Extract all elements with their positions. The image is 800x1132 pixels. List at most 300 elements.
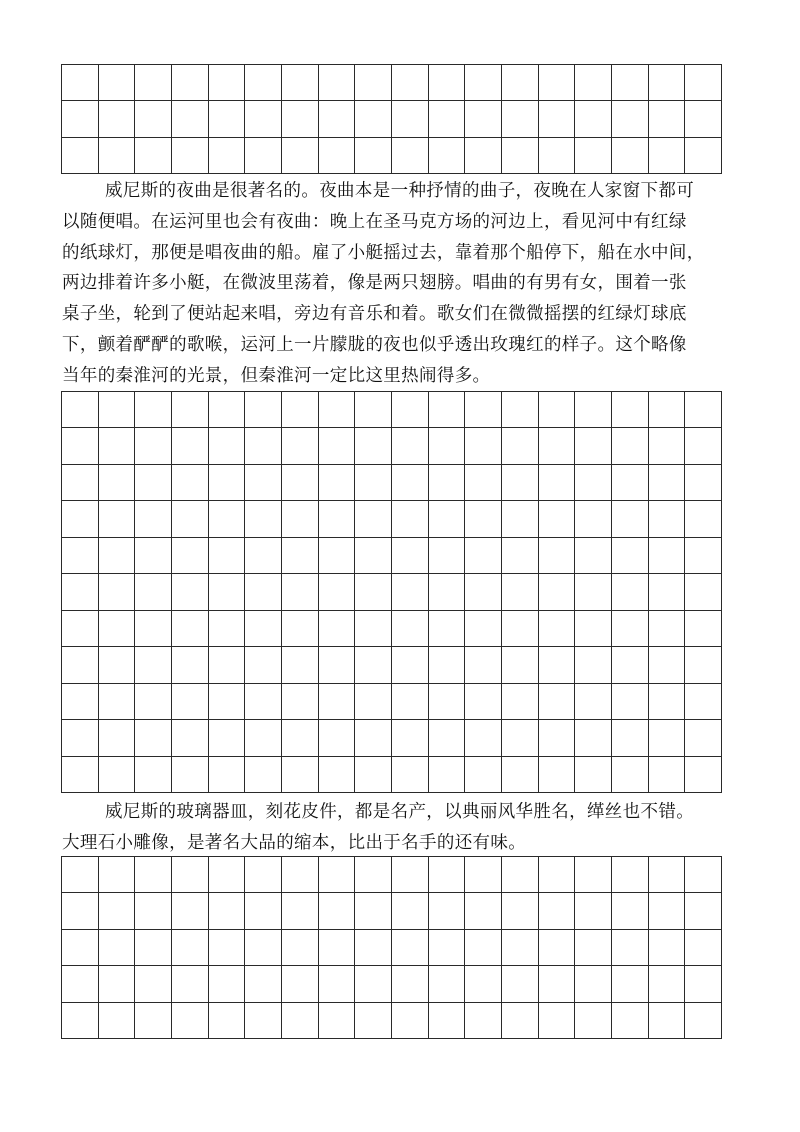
grid-cell[interactable] xyxy=(502,392,539,428)
grid-cell[interactable] xyxy=(319,857,356,893)
grid-cell[interactable] xyxy=(62,138,99,174)
grid-cell[interactable] xyxy=(465,684,502,720)
grid-cell[interactable] xyxy=(429,501,466,537)
grid-cell[interactable] xyxy=(575,684,612,720)
grid-cell[interactable] xyxy=(575,138,612,174)
grid-cell[interactable] xyxy=(649,392,686,428)
grid-cell[interactable] xyxy=(392,857,429,893)
grid-cell[interactable] xyxy=(502,428,539,464)
grid-cell[interactable] xyxy=(282,574,319,610)
grid-cell[interactable] xyxy=(209,101,246,137)
grid-cell[interactable] xyxy=(539,757,576,793)
grid-cell[interactable] xyxy=(612,501,649,537)
grid-cell[interactable] xyxy=(282,893,319,929)
grid-cell[interactable] xyxy=(502,930,539,966)
grid-cell[interactable] xyxy=(575,65,612,101)
grid-cell[interactable] xyxy=(99,574,136,610)
grid-cell[interactable] xyxy=(429,893,466,929)
grid-cell[interactable] xyxy=(612,101,649,137)
grid-cell[interactable] xyxy=(355,1003,392,1039)
grid-cell[interactable] xyxy=(355,857,392,893)
grid-cell[interactable] xyxy=(319,1003,356,1039)
grid-cell[interactable] xyxy=(355,893,392,929)
grid-cell[interactable] xyxy=(685,1003,722,1039)
grid-cell[interactable] xyxy=(172,465,209,501)
grid-cell[interactable] xyxy=(172,684,209,720)
grid-cell[interactable] xyxy=(649,428,686,464)
grid-cell[interactable] xyxy=(135,101,172,137)
grid-cell[interactable] xyxy=(649,893,686,929)
grid-cell[interactable] xyxy=(539,138,576,174)
grid-cell[interactable] xyxy=(429,647,466,683)
grid-cell[interactable] xyxy=(429,392,466,428)
grid-cell[interactable] xyxy=(612,574,649,610)
grid-cell[interactable] xyxy=(282,930,319,966)
grid-cell[interactable] xyxy=(62,757,99,793)
grid-cell[interactable] xyxy=(465,647,502,683)
grid-cell[interactable] xyxy=(465,930,502,966)
grid-cell[interactable] xyxy=(62,428,99,464)
grid-cell[interactable] xyxy=(612,138,649,174)
grid-cell[interactable] xyxy=(245,101,282,137)
grid-cell[interactable] xyxy=(539,720,576,756)
grid-cell[interactable] xyxy=(99,930,136,966)
grid-cell[interactable] xyxy=(245,857,282,893)
grid-cell[interactable] xyxy=(465,757,502,793)
grid-cell[interactable] xyxy=(685,538,722,574)
grid-cell[interactable] xyxy=(649,65,686,101)
grid-cell[interactable] xyxy=(99,966,136,1002)
grid-cell[interactable] xyxy=(62,65,99,101)
grid-cell[interactable] xyxy=(539,611,576,647)
grid-cell[interactable] xyxy=(685,930,722,966)
grid-cell[interactable] xyxy=(99,757,136,793)
grid-cell[interactable] xyxy=(209,893,246,929)
grid-cell[interactable] xyxy=(62,857,99,893)
grid-cell[interactable] xyxy=(649,101,686,137)
grid-cell[interactable] xyxy=(392,930,429,966)
grid-cell[interactable] xyxy=(539,857,576,893)
grid-cell[interactable] xyxy=(62,101,99,137)
grid-cell[interactable] xyxy=(209,757,246,793)
grid-cell[interactable] xyxy=(612,428,649,464)
grid-cell[interactable] xyxy=(612,392,649,428)
grid-cell[interactable] xyxy=(539,101,576,137)
grid-cell[interactable] xyxy=(429,538,466,574)
grid-cell[interactable] xyxy=(539,966,576,1002)
grid-cell[interactable] xyxy=(245,966,282,1002)
grid-cell[interactable] xyxy=(649,501,686,537)
grid-cell[interactable] xyxy=(282,65,319,101)
grid-cell[interactable] xyxy=(649,538,686,574)
grid-cell[interactable] xyxy=(355,465,392,501)
grid-cell[interactable] xyxy=(685,138,722,174)
grid-cell[interactable] xyxy=(575,428,612,464)
grid-cell[interactable] xyxy=(355,757,392,793)
grid-cell[interactable] xyxy=(245,65,282,101)
grid-cell[interactable] xyxy=(62,966,99,1002)
grid-cell[interactable] xyxy=(99,720,136,756)
grid-cell[interactable] xyxy=(685,966,722,1002)
grid-cell[interactable] xyxy=(649,574,686,610)
grid-cell[interactable] xyxy=(465,65,502,101)
grid-cell[interactable] xyxy=(282,1003,319,1039)
grid-cell[interactable] xyxy=(135,501,172,537)
grid-cell[interactable] xyxy=(209,966,246,1002)
grid-cell[interactable] xyxy=(62,930,99,966)
grid-cell[interactable] xyxy=(575,720,612,756)
grid-cell[interactable] xyxy=(319,611,356,647)
grid-cell[interactable] xyxy=(319,966,356,1002)
grid-cell[interactable] xyxy=(62,501,99,537)
grid-cell[interactable] xyxy=(319,138,356,174)
grid-cell[interactable] xyxy=(612,857,649,893)
grid-cell[interactable] xyxy=(392,611,429,647)
grid-cell[interactable] xyxy=(465,857,502,893)
grid-cell[interactable] xyxy=(612,893,649,929)
grid-cell[interactable] xyxy=(245,538,282,574)
grid-cell[interactable] xyxy=(465,501,502,537)
grid-cell[interactable] xyxy=(319,428,356,464)
grid-cell[interactable] xyxy=(99,538,136,574)
grid-cell[interactable] xyxy=(429,757,466,793)
grid-cell[interactable] xyxy=(502,501,539,537)
grid-cell[interactable] xyxy=(245,930,282,966)
grid-cell[interactable] xyxy=(502,574,539,610)
grid-cell[interactable] xyxy=(209,501,246,537)
grid-cell[interactable] xyxy=(245,647,282,683)
grid-cell[interactable] xyxy=(172,647,209,683)
grid-cell[interactable] xyxy=(685,574,722,610)
grid-cell[interactable] xyxy=(685,720,722,756)
grid-cell[interactable] xyxy=(62,465,99,501)
grid-cell[interactable] xyxy=(392,65,429,101)
grid-cell[interactable] xyxy=(172,893,209,929)
grid-cell[interactable] xyxy=(539,538,576,574)
grid-cell[interactable] xyxy=(172,611,209,647)
grid-cell[interactable] xyxy=(649,966,686,1002)
grid-cell[interactable] xyxy=(392,501,429,537)
grid-cell[interactable] xyxy=(135,65,172,101)
grid-cell[interactable] xyxy=(539,684,576,720)
grid-cell[interactable] xyxy=(502,893,539,929)
grid-cell[interactable] xyxy=(172,966,209,1002)
grid-cell[interactable] xyxy=(612,930,649,966)
grid-cell[interactable] xyxy=(575,392,612,428)
grid-cell[interactable] xyxy=(649,138,686,174)
grid-cell[interactable] xyxy=(99,501,136,537)
grid-cell[interactable] xyxy=(282,138,319,174)
grid-cell[interactable] xyxy=(282,611,319,647)
grid-cell[interactable] xyxy=(209,65,246,101)
grid-cell[interactable] xyxy=(612,757,649,793)
grid-cell[interactable] xyxy=(282,392,319,428)
grid-cell[interactable] xyxy=(172,757,209,793)
grid-cell[interactable] xyxy=(685,392,722,428)
grid-cell[interactable] xyxy=(355,720,392,756)
grid-cell[interactable] xyxy=(319,465,356,501)
grid-cell[interactable] xyxy=(209,465,246,501)
grid-cell[interactable] xyxy=(172,392,209,428)
grid-cell[interactable] xyxy=(392,1003,429,1039)
grid-cell[interactable] xyxy=(135,757,172,793)
grid-cell[interactable] xyxy=(392,392,429,428)
grid-cell[interactable] xyxy=(245,893,282,929)
grid-cell[interactable] xyxy=(685,501,722,537)
grid-cell[interactable] xyxy=(612,65,649,101)
grid-cell[interactable] xyxy=(685,428,722,464)
grid-cell[interactable] xyxy=(209,138,246,174)
grid-cell[interactable] xyxy=(612,538,649,574)
grid-cell[interactable] xyxy=(245,757,282,793)
grid-cell[interactable] xyxy=(392,757,429,793)
grid-cell[interactable] xyxy=(135,893,172,929)
grid-cell[interactable] xyxy=(649,720,686,756)
grid-cell[interactable] xyxy=(135,538,172,574)
grid-cell[interactable] xyxy=(575,930,612,966)
grid-cell[interactable] xyxy=(319,101,356,137)
grid-cell[interactable] xyxy=(465,893,502,929)
grid-cell[interactable] xyxy=(429,857,466,893)
grid-cell[interactable] xyxy=(135,930,172,966)
grid-cell[interactable] xyxy=(172,930,209,966)
grid-cell[interactable] xyxy=(685,757,722,793)
grid-cell[interactable] xyxy=(355,138,392,174)
grid-cell[interactable] xyxy=(539,893,576,929)
grid-cell[interactable] xyxy=(392,966,429,1002)
grid-cell[interactable] xyxy=(319,392,356,428)
grid-cell[interactable] xyxy=(429,574,466,610)
grid-cell[interactable] xyxy=(465,392,502,428)
grid-cell[interactable] xyxy=(282,966,319,1002)
grid-cell[interactable] xyxy=(685,611,722,647)
grid-cell[interactable] xyxy=(99,428,136,464)
grid-cell[interactable] xyxy=(62,574,99,610)
grid-cell[interactable] xyxy=(465,574,502,610)
grid-cell[interactable] xyxy=(245,574,282,610)
grid-cell[interactable] xyxy=(465,1003,502,1039)
grid-cell[interactable] xyxy=(392,647,429,683)
grid-cell[interactable] xyxy=(539,930,576,966)
grid-cell[interactable] xyxy=(575,465,612,501)
grid-cell[interactable] xyxy=(99,392,136,428)
grid-cell[interactable] xyxy=(539,428,576,464)
grid-cell[interactable] xyxy=(392,720,429,756)
grid-cell[interactable] xyxy=(392,138,429,174)
grid-cell[interactable] xyxy=(502,720,539,756)
grid-cell[interactable] xyxy=(99,857,136,893)
grid-cell[interactable] xyxy=(282,501,319,537)
grid-cell[interactable] xyxy=(319,893,356,929)
grid-cell[interactable] xyxy=(685,857,722,893)
grid-cell[interactable] xyxy=(135,611,172,647)
grid-cell[interactable] xyxy=(99,647,136,683)
grid-cell[interactable] xyxy=(429,138,466,174)
grid-cell[interactable] xyxy=(245,501,282,537)
grid-cell[interactable] xyxy=(245,465,282,501)
grid-cell[interactable] xyxy=(209,647,246,683)
grid-cell[interactable] xyxy=(685,465,722,501)
grid-cell[interactable] xyxy=(392,893,429,929)
grid-cell[interactable] xyxy=(62,647,99,683)
grid-cell[interactable] xyxy=(429,684,466,720)
grid-cell[interactable] xyxy=(539,574,576,610)
grid-cell[interactable] xyxy=(282,428,319,464)
grid-cell[interactable] xyxy=(319,930,356,966)
grid-cell[interactable] xyxy=(355,65,392,101)
grid-cell[interactable] xyxy=(62,893,99,929)
grid-cell[interactable] xyxy=(319,501,356,537)
grid-cell[interactable] xyxy=(282,757,319,793)
grid-cell[interactable] xyxy=(539,647,576,683)
grid-cell[interactable] xyxy=(355,574,392,610)
grid-cell[interactable] xyxy=(465,538,502,574)
grid-cell[interactable] xyxy=(62,538,99,574)
grid-cell[interactable] xyxy=(575,857,612,893)
grid-cell[interactable] xyxy=(172,138,209,174)
grid-cell[interactable] xyxy=(502,857,539,893)
grid-cell[interactable] xyxy=(99,465,136,501)
grid-cell[interactable] xyxy=(649,647,686,683)
grid-cell[interactable] xyxy=(209,611,246,647)
grid-cell[interactable] xyxy=(612,966,649,1002)
grid-cell[interactable] xyxy=(392,538,429,574)
grid-cell[interactable] xyxy=(429,930,466,966)
grid-cell[interactable] xyxy=(429,1003,466,1039)
grid-cell[interactable] xyxy=(282,647,319,683)
grid-cell[interactable] xyxy=(465,428,502,464)
grid-cell[interactable] xyxy=(502,65,539,101)
grid-cell[interactable] xyxy=(172,538,209,574)
grid-cell[interactable] xyxy=(355,684,392,720)
grid-cell[interactable] xyxy=(502,611,539,647)
grid-cell[interactable] xyxy=(612,720,649,756)
grid-cell[interactable] xyxy=(209,1003,246,1039)
grid-cell[interactable] xyxy=(502,1003,539,1039)
grid-cell[interactable] xyxy=(135,465,172,501)
grid-cell[interactable] xyxy=(209,428,246,464)
grid-cell[interactable] xyxy=(355,930,392,966)
grid-cell[interactable] xyxy=(649,857,686,893)
grid-cell[interactable] xyxy=(172,857,209,893)
grid-cell[interactable] xyxy=(172,101,209,137)
grid-cell[interactable] xyxy=(282,684,319,720)
grid-cell[interactable] xyxy=(245,428,282,464)
grid-cell[interactable] xyxy=(172,720,209,756)
grid-cell[interactable] xyxy=(99,1003,136,1039)
grid-cell[interactable] xyxy=(539,465,576,501)
grid-cell[interactable] xyxy=(282,101,319,137)
grid-cell[interactable] xyxy=(429,465,466,501)
grid-cell[interactable] xyxy=(685,893,722,929)
grid-cell[interactable] xyxy=(172,501,209,537)
grid-cell[interactable] xyxy=(612,647,649,683)
grid-cell[interactable] xyxy=(355,428,392,464)
grid-cell[interactable] xyxy=(62,1003,99,1039)
grid-cell[interactable] xyxy=(649,930,686,966)
grid-cell[interactable] xyxy=(355,501,392,537)
grid-cell[interactable] xyxy=(172,428,209,464)
grid-cell[interactable] xyxy=(282,465,319,501)
grid-cell[interactable] xyxy=(135,720,172,756)
grid-cell[interactable] xyxy=(282,857,319,893)
grid-cell[interactable] xyxy=(612,611,649,647)
grid-cell[interactable] xyxy=(209,392,246,428)
grid-cell[interactable] xyxy=(319,684,356,720)
grid-cell[interactable] xyxy=(612,684,649,720)
grid-cell[interactable] xyxy=(575,647,612,683)
grid-cell[interactable] xyxy=(685,647,722,683)
grid-cell[interactable] xyxy=(392,684,429,720)
grid-cell[interactable] xyxy=(99,101,136,137)
grid-cell[interactable] xyxy=(575,501,612,537)
grid-cell[interactable] xyxy=(649,684,686,720)
grid-cell[interactable] xyxy=(392,428,429,464)
grid-cell[interactable] xyxy=(99,138,136,174)
grid-cell[interactable] xyxy=(245,1003,282,1039)
grid-cell[interactable] xyxy=(135,574,172,610)
grid-cell[interactable] xyxy=(319,720,356,756)
grid-cell[interactable] xyxy=(575,611,612,647)
grid-cell[interactable] xyxy=(575,574,612,610)
grid-cell[interactable] xyxy=(502,101,539,137)
grid-cell[interactable] xyxy=(135,684,172,720)
grid-cell[interactable] xyxy=(355,611,392,647)
grid-cell[interactable] xyxy=(209,574,246,610)
grid-cell[interactable] xyxy=(245,611,282,647)
grid-cell[interactable] xyxy=(135,392,172,428)
grid-cell[interactable] xyxy=(612,1003,649,1039)
grid-cell[interactable] xyxy=(355,392,392,428)
grid-cell[interactable] xyxy=(575,757,612,793)
grid-cell[interactable] xyxy=(135,857,172,893)
grid-cell[interactable] xyxy=(62,392,99,428)
grid-cell[interactable] xyxy=(465,966,502,1002)
grid-cell[interactable] xyxy=(245,684,282,720)
grid-cell[interactable] xyxy=(539,65,576,101)
grid-cell[interactable] xyxy=(465,138,502,174)
grid-cell[interactable] xyxy=(465,465,502,501)
grid-cell[interactable] xyxy=(319,574,356,610)
grid-cell[interactable] xyxy=(392,574,429,610)
grid-cell[interactable] xyxy=(282,538,319,574)
grid-cell[interactable] xyxy=(685,101,722,137)
grid-cell[interactable] xyxy=(135,966,172,1002)
grid-cell[interactable] xyxy=(465,720,502,756)
grid-cell[interactable] xyxy=(502,138,539,174)
grid-cell[interactable] xyxy=(172,574,209,610)
grid-cell[interactable] xyxy=(429,101,466,137)
grid-cell[interactable] xyxy=(135,647,172,683)
grid-cell[interactable] xyxy=(429,966,466,1002)
grid-cell[interactable] xyxy=(135,138,172,174)
grid-cell[interactable] xyxy=(245,392,282,428)
grid-cell[interactable] xyxy=(99,684,136,720)
grid-cell[interactable] xyxy=(135,428,172,464)
grid-cell[interactable] xyxy=(319,647,356,683)
grid-cell[interactable] xyxy=(575,538,612,574)
grid-cell[interactable] xyxy=(282,720,319,756)
grid-cell[interactable] xyxy=(649,757,686,793)
grid-cell[interactable] xyxy=(135,1003,172,1039)
grid-cell[interactable] xyxy=(575,101,612,137)
grid-cell[interactable] xyxy=(575,893,612,929)
grid-cell[interactable] xyxy=(62,684,99,720)
grid-cell[interactable] xyxy=(209,684,246,720)
grid-cell[interactable] xyxy=(502,465,539,501)
grid-cell[interactable] xyxy=(355,966,392,1002)
grid-cell[interactable] xyxy=(649,1003,686,1039)
